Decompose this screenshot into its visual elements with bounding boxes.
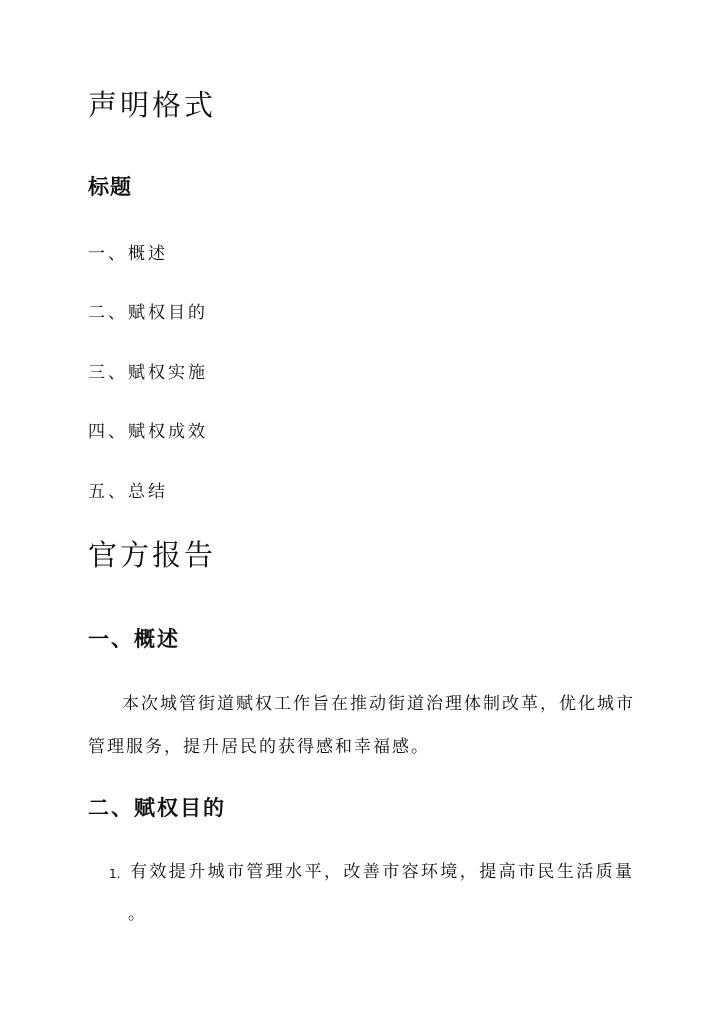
list-item-text: 有效提升城市管理水平，改善市容环境，提高市民生活质量 — [130, 862, 635, 882]
toc-item-summary: 五、总结 — [88, 482, 168, 502]
toc-item-purpose: 二、赋权目的 — [88, 303, 208, 323]
list-item-text-continuation: 。 — [128, 904, 145, 924]
section-heading-purpose: 二、赋权目的 — [88, 795, 226, 820]
toc-item-implementation: 三、赋权实施 — [88, 363, 208, 383]
overview-paragraph-line-2: 管理服务，提升居民的获得感和幸福感。 — [88, 737, 430, 757]
subheading-title: 标题 — [88, 174, 132, 199]
section-heading-overview: 一、概述 — [88, 626, 180, 651]
document-heading-statement-format: 声明格式 — [88, 88, 217, 122]
toc-item-overview: 一、概述 — [88, 244, 168, 264]
list-item-number: 1. — [109, 867, 121, 881]
toc-item-results: 四、赋权成效 — [88, 422, 208, 442]
document-heading-official-report: 官方报告 — [88, 538, 217, 572]
overview-paragraph-line-1: 本次城管街道赋权工作旨在推动街道治理体制改革，优化城市 — [122, 694, 635, 714]
